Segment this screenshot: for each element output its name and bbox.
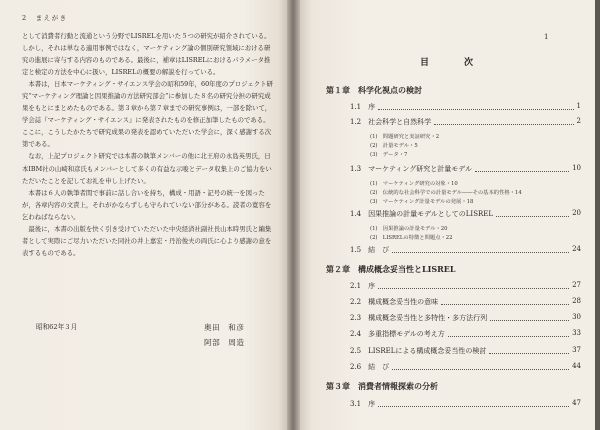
toc-dot-leader: [489, 353, 569, 354]
preface-text: [22, 30, 274, 259]
toc-dot-leader: [392, 252, 569, 253]
toc-dot-leader: [392, 369, 569, 370]
toc-entry-page: 10: [572, 164, 581, 172]
toc-section: [326, 209, 581, 221]
page-number: 1: [544, 33, 549, 41]
toc-entry-label: (2) 計量モデル・5: [370, 143, 418, 149]
toc-chapter: [326, 381, 581, 393]
toc-section: [326, 329, 581, 341]
toc-entry-page: 30: [572, 313, 581, 321]
toc-entry-label: (1) 因果推論の計量モデル・20: [370, 226, 448, 232]
toc-entry-label: 2.6 結 び: [350, 363, 390, 371]
toc-entry-label: 1.3 マーケティング研究と計量モデル: [350, 165, 472, 173]
toc-entry-page: 44: [572, 362, 581, 370]
toc-entry-page: 37: [572, 346, 581, 354]
toc-dot-leader: [434, 124, 574, 125]
toc-entry-page: 20: [572, 209, 581, 217]
preface-paragraph: なお，上記プロジェクト研究では本書の執筆メンバーの他に北王府の永島英男氏，日本IBM社の山崎和彦氏もメンバーとして多くの有益な示唆とデータ収集上のご協力をいただいたことを記してお礼を申し上げたい。: [22, 152, 272, 185]
page-edge: [595, 0, 600, 430]
toc-entry-label: (3) マーケティング計量モデルの発展・18: [370, 199, 474, 205]
toc-entry-label: 2.1 序: [350, 282, 376, 290]
toc-subsection: [326, 150, 581, 162]
toc-section: [326, 245, 581, 257]
author-name: 阿部 周造: [204, 338, 245, 347]
toc-title: 目 次: [420, 58, 487, 68]
toc-entry-page: 2: [576, 117, 581, 125]
toc-entry-label: 2.2 構成概念妥当性の意味: [350, 298, 439, 306]
toc-entry-page: 33: [572, 329, 581, 337]
toc-dot-leader: [490, 320, 569, 321]
toc-dot-leader: [378, 288, 569, 289]
toc-section: [326, 102, 581, 114]
toc-entry-label: 2.5 LISRELによる構成概念妥当性の検討: [350, 347, 487, 355]
toc-section: [326, 313, 581, 325]
toc-dot-leader: [448, 336, 569, 337]
preface-paragraph: 最後に，本書の出版を快く引き受けていただいた中央経済社副社長山本時男氏と編集者として実際にご尽力いただいた同社の井上嘉宏・丹治俊夫の両氏に心より感謝の意を表するものである。: [22, 224, 272, 257]
toc-entry-label: 第２章 構成概念妥当性とLISREL: [326, 264, 456, 274]
toc-chapter: [326, 85, 581, 97]
toc-entry-page: 24: [572, 245, 581, 253]
toc-entry-label: (3) データ・7: [370, 152, 408, 158]
toc-section: [326, 117, 581, 129]
toc-section: [326, 281, 581, 293]
toc-entry-label: 1.5 結 び: [350, 246, 390, 254]
toc-subsection: [326, 233, 581, 245]
toc-dot-leader: [475, 171, 569, 172]
toc-subsection: [326, 197, 581, 209]
preface-paragraph: として消費者行動と流通という分野でLISRELを用いた５つの研究が紹介されている。しかし，それは単なる適用事例ではなく，マーケティング論の個別研究領域における研究の進展に寄与する内容のものである。最後に，補章はLISRELにおけるパラメータ推定と検定の方法を中心に扱い，LISRELの概要の解説を行っている。: [22, 32, 271, 77]
toc-section: [326, 346, 581, 358]
toc-entry-page: 28: [572, 297, 581, 305]
toc-entry-page: 27: [572, 281, 581, 289]
preface-paragraph: 本書は，日本マーケティング・サイエンス学会の昭和59年，60年度のプロジェクト研究“マーケティング理論と因果推論の方法研究部会”に参加した８名の研究分担の研究成果をもとにまとめたものである。第３章から第７章までの研究事例は，一部を除いて，学会誌『マーケティング・サイエンス』に発表されたものを修正加筆したものである。ここに，こうしたかたちで研究成果の発表を認めていただいた学会に，深く感謝する次第である。: [22, 80, 273, 149]
toc-entry-label: 第１章 科学化視点の検討: [326, 85, 422, 95]
right-page: [300, 0, 595, 430]
left-page: [0, 0, 287, 430]
toc-entry-label: 1.4 因果推論の計量モデルとしてのLISREL: [350, 210, 494, 218]
book-gutter: [287, 0, 300, 430]
toc-chapter: [326, 264, 581, 276]
toc-dot-leader: [378, 109, 574, 110]
toc-dot-leader: [378, 406, 569, 407]
author-name: 奥田 和彦: [204, 323, 245, 332]
preface-paragraph: 本書は６人の執筆者間で事前に話し合いを持ち，構成・用語・記号の統一を図ったが，各章内容の文責上，それがかならずしも守られていない部分がある。読者の寛容を乞わねばならない。: [22, 188, 272, 221]
toc-entry-label: (2) LISRELの特徴と問題点・22: [370, 235, 453, 241]
preface-date: 昭和62年３月: [36, 323, 78, 331]
toc-dot-leader: [496, 216, 569, 217]
toc-entry-label: (1) マーケティング研究の対象・10: [370, 181, 458, 187]
author-names: [204, 320, 244, 350]
toc-section: [326, 362, 581, 374]
toc-entry-page: 1: [576, 102, 581, 110]
toc-section: [326, 164, 581, 176]
toc-entry-label: 第３章 消費者情報探索の分析: [326, 381, 438, 391]
toc-entry-label: 2.3 構成概念妥当性と多特性・多方法行列: [350, 314, 488, 322]
toc-section: [326, 399, 581, 411]
running-head: 2 まえがき: [22, 14, 68, 22]
toc-entry-label: 1.1 序: [350, 103, 376, 111]
toc-section: [326, 297, 581, 309]
toc-entry-label: (2) 伝統的な社会科学での計量モデル――その基本的性格・14: [370, 190, 522, 196]
toc-entry-label: (1) 問題研究と実証研究・2: [370, 134, 440, 140]
toc-entry-label: 1.2 社会科学と自然科学: [350, 118, 432, 126]
toc-entry-page: 47: [572, 399, 581, 407]
toc-entry-label: 2.4 多重指標モデルの考え方: [350, 330, 445, 338]
toc-entry-label: 3.1 序: [350, 400, 376, 408]
toc-dot-leader: [441, 304, 569, 305]
